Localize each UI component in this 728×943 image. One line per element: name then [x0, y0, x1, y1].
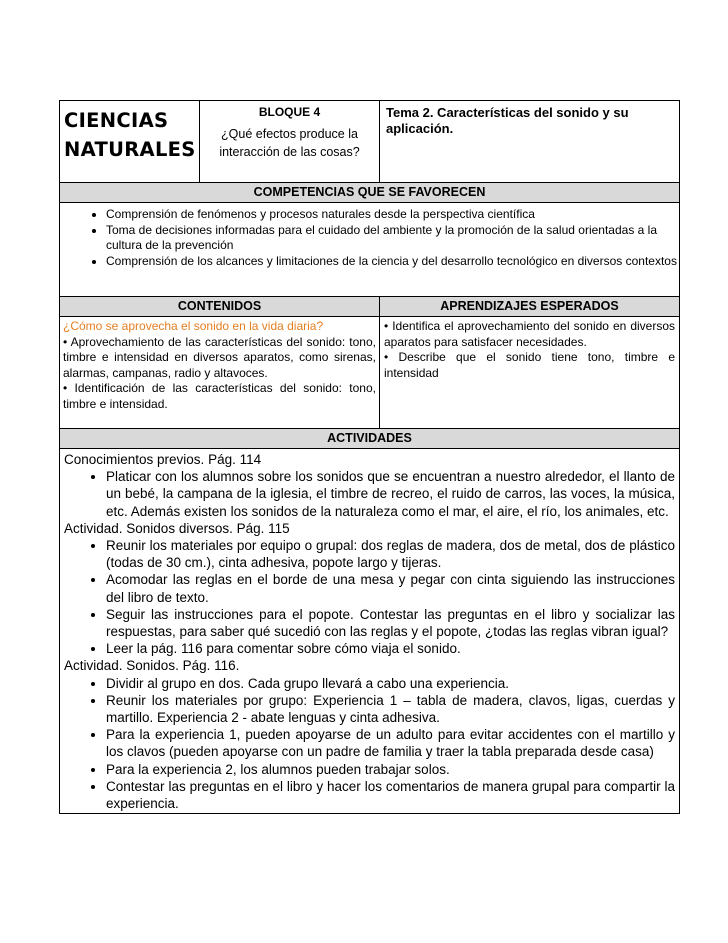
activity-item: • Contestar las preguntas en el libro y hacer los comentarios de manera grupal para compartir la experiencia.: [106, 778, 675, 812]
actividades-title: ACTIVIDADES: [60, 429, 680, 449]
activity-item: • Para la experiencia 2, los alumnos pueden trabajar solos.: [106, 761, 675, 778]
subject-line-1: CIENCIAS: [64, 109, 169, 132]
competencia-item: • Toma de decisiones informadas para el cuidado del ambiente y la promoción de la salud orientadas a la cultura de la prevención: [106, 223, 679, 254]
topic-cell: [380, 101, 680, 183]
planning-document: [59, 100, 679, 814]
competencia-item: • Comprensión de los alcances y limitaciones de la ciencia y del desarrollo tecnológico en diversos contextos: [106, 254, 679, 270]
competencias-title-row: [60, 183, 680, 203]
activity-item: • Leer la pág. 116 para comentar sobre cómo viaja el sonido.: [106, 640, 675, 657]
planning-table: [59, 100, 680, 814]
contenidos-cell: [60, 317, 380, 429]
activity-item: • Seguir las instrucciones para el popote. Contestar las preguntas en el libro y socializar las respuestas, para saber qué sucedió con las reglas y el popote, ¿todas las reglas vibran igual?: [106, 606, 675, 640]
contenido-line: • Identificación de las características del sonido: tono, timbre e intensidad.: [63, 381, 376, 411]
section-list: [64, 537, 675, 657]
block-question: ¿Qué efectos produce la interacción de las cosas?: [219, 127, 360, 159]
activity-item: • Reunir los materiales por grupo: Experiencia 1 – tabla de madera, clavos, ligas, cuerdas y martillo. Experiencia 2 - abate lenguas y cinta adhesiva.: [106, 692, 675, 726]
competencia-item: • Comprensión de fenómenos y procesos naturales desde la perspectiva científica: [106, 207, 679, 223]
actividades-title-row: [60, 429, 680, 449]
section-list: [64, 468, 675, 520]
section-heading: Actividad. Sonidos diversos. Pág. 115: [64, 520, 290, 536]
activity-item: • Dividir al grupo en dos. Cada grupo llevará a cabo una experiencia.: [106, 675, 675, 692]
block-title: BLOQUE 4: [258, 105, 321, 119]
competencias-list: [60, 203, 679, 269]
activity-item: • Acomodar las reglas en el borde de una mesa y pegar con cinta siguiendo las instrucciones del libro de texto.: [106, 571, 675, 605]
block-cell: [200, 101, 380, 183]
header-row: [60, 101, 680, 183]
activity-item: • Reunir los materiales por equipo o grupal: dos reglas de madera, dos de metal, dos de plástico (todas de 30 cm.), cinta adhesiva, popote largo y tijeras.: [106, 537, 675, 571]
subject-line-2: NATURALES: [64, 138, 196, 161]
activity-item: • Platicar con los alumnos sobre los sonidos que se encuentran a nuestro alrededor, el llanto de un bebé, la campana de la iglesia, el timbre de recreo, el ruido de carros, las voces, la música, etc. Además existen los sonidos de la naturaleza como el mar, el aire, el río, los animales, etc.: [106, 468, 675, 520]
contenidos-title: CONTENIDOS: [60, 297, 380, 317]
aprendizaje-line: • Describe que el sonido tiene tono, timbre e intensidad: [384, 350, 675, 380]
section-list: [64, 675, 675, 813]
topic-title: Tema 2. Características del sonido y su aplicación.: [386, 105, 629, 136]
aprendizaje-line: • Identifica el aprovechamiento del sonido en diversos aparatos para satisfacer necesidades.: [384, 319, 675, 349]
aprendizajes-title: APRENDIZAJES ESPERADOS: [380, 297, 680, 317]
contenidos-row: [60, 317, 680, 429]
competencias-cell: [60, 203, 680, 297]
activity-item: • Para la experiencia 1, pueden apoyarse de un adulto para evitar accidentes con el martillo y los clavos (pueden apoyarse con un padre de familia y traer la tabla preparada desde casa): [106, 726, 675, 760]
contenidos-question: ¿Cómo se aprovecha el sonido en la vida diaria?: [63, 319, 324, 333]
competencias-row: [60, 203, 680, 297]
section-heading: Conocimientos previos. Pág. 114: [64, 452, 262, 467]
actividades-cell: [60, 449, 680, 814]
contenidos-header-row: [60, 297, 680, 317]
competencias-title: COMPETENCIAS QUE SE FAVORECEN: [60, 183, 680, 203]
subject-cell: [60, 101, 200, 183]
section-heading: Actividad. Sonidos. Pág. 116.: [64, 658, 240, 674]
contenido-line: • Aprovechamiento de las características del sonido: tono, timbre e intensidad en diversos aparatos, como sirenas, alarmas, campanas, radio y altavoces.: [63, 334, 376, 380]
actividades-row: [60, 449, 680, 814]
aprendizajes-cell: [380, 317, 680, 429]
